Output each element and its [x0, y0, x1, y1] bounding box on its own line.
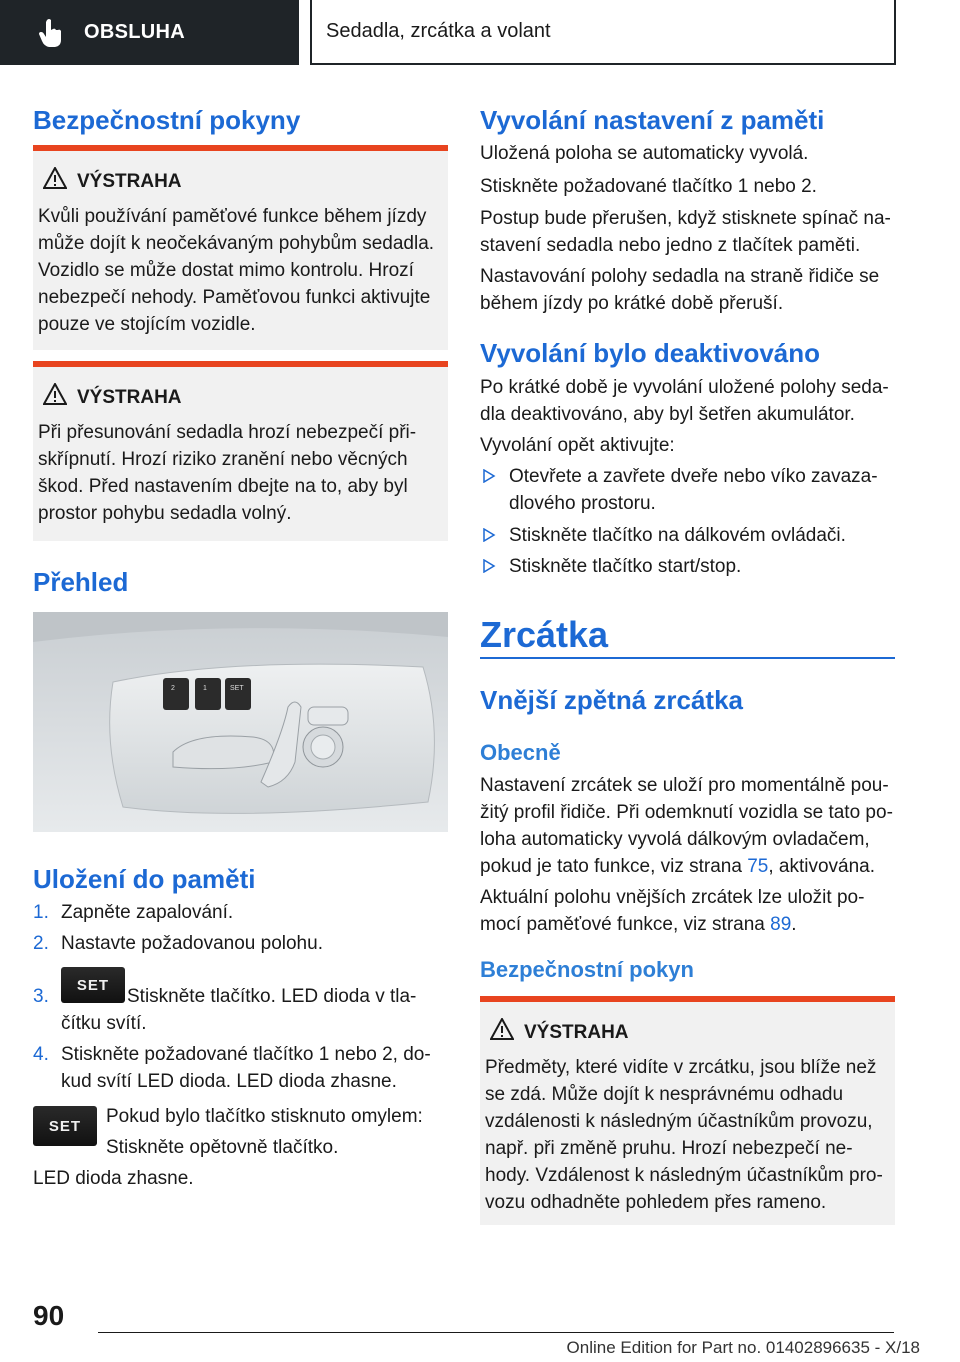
set-button-label: SET	[48, 1117, 82, 1135]
safety-heading: Bezpečnostní pokyny	[33, 105, 301, 135]
paragraph: Uložená poloha se automaticky vyvolá.	[480, 143, 809, 164]
step-number: 3.	[33, 986, 49, 1007]
paragraph: Nastavování polohy sedadla na straně řidiče se	[480, 266, 880, 287]
step-text: Zapněte zapalování.	[61, 902, 234, 923]
exterior-mirrors-heading: Vnější zpětná zrcátka	[480, 685, 743, 715]
warning-line: nebezpečí nehody. Paměťovou funkci aktivujte	[38, 287, 431, 308]
warning-triangle-icon	[490, 1018, 514, 1040]
bullet-arrow-icon	[482, 559, 496, 573]
paragraph: Po krátké době je vyvolání uložené polohy seda-	[480, 377, 889, 398]
bullet-text: Stiskněte tlačítko na dálkovém ovládači.	[509, 525, 846, 546]
warning-title: VÝSTRAHA	[77, 171, 182, 192]
paragraph: mocí paměťové funkce, viz strana 89.	[480, 914, 797, 935]
header-chapter	[310, 0, 896, 65]
mirrors-heading: Zrcátka	[480, 614, 609, 655]
paragraph: dla deaktivováno, aby byl šetřen akumulátor.	[480, 404, 855, 425]
warning-line: může dojít k neočekávaným pohybům sedadla.	[38, 233, 435, 254]
warning-line: Při přesunování sedadla hrozí nebezpečí při-	[38, 422, 417, 443]
warning-line: např. při změně pruhu. Hrozí nebezpečí ne-	[485, 1138, 853, 1159]
footer-edition: Online Edition for Part no. 01402896635 - X/18	[566, 1338, 920, 1357]
bullet-text: dlového prostoru.	[509, 493, 656, 514]
set-button-icon	[33, 1106, 97, 1146]
paragraph: Vyvolání opět aktivujte:	[480, 435, 675, 456]
note-text: Pokud bylo tlačítko stisknuto omylem:	[106, 1106, 423, 1127]
warning-title: VÝSTRAHA	[77, 387, 182, 408]
set-button-label: SET	[76, 976, 110, 994]
overview-heading: Přehled	[33, 567, 129, 597]
bullet-arrow-icon	[482, 469, 496, 483]
chapter-label: Sedadla, zrcátka a volant	[326, 20, 551, 42]
recall-heading: Vyvolání nastavení z paměti	[480, 105, 825, 135]
warning-box-2	[33, 361, 448, 541]
step-text: Nastavte požadovanou polohu.	[61, 933, 323, 954]
step-text: čítku svítí.	[61, 1013, 147, 1034]
warning-line: Vozidlo se může dostat mimo kontrolu. Hrozí	[38, 260, 414, 281]
step-text: kud svítí LED dioda. LED dioda zhasne.	[61, 1071, 397, 1092]
warning-text	[38, 419, 440, 527]
step-text: Stiskněte požadované tlačítko 1 nebo 2, do-	[61, 1044, 431, 1065]
note-text: Stiskněte opětovně tlačítko.	[106, 1137, 339, 1158]
warning-title: VÝSTRAHA	[524, 1022, 629, 1043]
warning-line: prostor pohybu sedadla volný.	[38, 503, 292, 524]
warning-line: pouze ve stojícím vozidle.	[38, 314, 256, 335]
paragraph: Stiskněte požadované tlačítko 1 nebo 2.	[480, 176, 817, 197]
warning-line: se zdá. Může dojít k nesprávnému odhadu	[485, 1084, 844, 1105]
paragraph: žitý profil řidiče. Při odemknutí vozidla se tato po-	[480, 802, 893, 823]
bullet-arrow-icon	[482, 528, 496, 542]
paragraph: během jízdy po krátké době přeruší.	[480, 293, 784, 314]
warning-triangle-icon	[43, 383, 67, 405]
hand-pointer-icon	[38, 18, 64, 48]
header-section-tab	[0, 0, 299, 65]
set-button-icon	[61, 967, 125, 1003]
step-number: 1.	[33, 902, 49, 923]
warning-text	[485, 1054, 887, 1216]
general-heading: Obecně	[480, 740, 561, 765]
warning-triangle-icon	[43, 167, 67, 189]
warning-box-3	[480, 996, 895, 1225]
paragraph: loha automaticky vyvolá dálkovým ovladačem,	[480, 829, 870, 850]
bullet-text: Stiskněte tlačítko start/stop.	[509, 556, 742, 577]
warning-line: Předměty, které vidíte v zrcátku, jsou blíže než	[485, 1057, 877, 1078]
seat-button-label: SET	[230, 685, 244, 692]
warning-line: hody. Vzdálenost k následným účastníkům pro-	[485, 1165, 883, 1186]
warning-line: vzdálenosti k následným účastníkům provozu,	[485, 1111, 873, 1132]
footer-rule	[98, 1332, 894, 1333]
warning-line: vozu odhadněte pohledem přes rameno.	[485, 1192, 827, 1213]
step-number: 2.	[33, 933, 49, 954]
paragraph: pokud je tato funkce, viz strana 75, aktivována.	[480, 856, 876, 877]
step-number: 4.	[33, 1044, 49, 1065]
seat-controls-image	[33, 612, 448, 832]
section-label: OBSLUHA	[84, 21, 185, 43]
warning-line: škod. Před nastavením dbejte na to, aby byl	[38, 476, 408, 497]
warning-box-1	[33, 145, 448, 350]
paragraph: Aktuální polohu vnějších zrcátek lze uložit po-	[480, 887, 865, 908]
page-link-89[interactable]: 89	[770, 914, 792, 935]
paragraph: Postup bude přerušen, když stisknete spínač na-	[480, 208, 891, 229]
step-text: Stiskněte tlačítko. LED dioda v tla-	[127, 986, 417, 1007]
save-heading: Uložení do paměti	[33, 864, 256, 894]
seat-button-label: 1	[203, 685, 207, 692]
warning-text	[38, 203, 440, 338]
safety-note-heading: Bezpečnostní pokyn	[480, 957, 694, 982]
page-link-75[interactable]: 75	[747, 856, 769, 877]
paragraph: Nastavení zrcátek se uloží pro momentálně pou-	[480, 775, 889, 796]
seat-button-label: 2	[171, 685, 175, 692]
warning-line: Kvůli používání paměťové funkce během jízdy	[38, 206, 427, 227]
page-number: 90	[33, 1300, 65, 1331]
warning-line: skřípnutí. Hrozí riziko zranění nebo věcných	[38, 449, 408, 470]
deactivated-heading: Vyvolání bylo deaktivováno	[480, 338, 821, 368]
bullet-text: Otevřete a zavřete dveře nebo víko zavaza-	[509, 466, 878, 487]
seat-illustration	[33, 612, 448, 832]
heading-rule	[480, 657, 895, 659]
led-off-text: LED dioda zhasne.	[33, 1168, 194, 1189]
paragraph: stavení sedadla nebo jedno z tlačítek paměti.	[480, 235, 861, 256]
